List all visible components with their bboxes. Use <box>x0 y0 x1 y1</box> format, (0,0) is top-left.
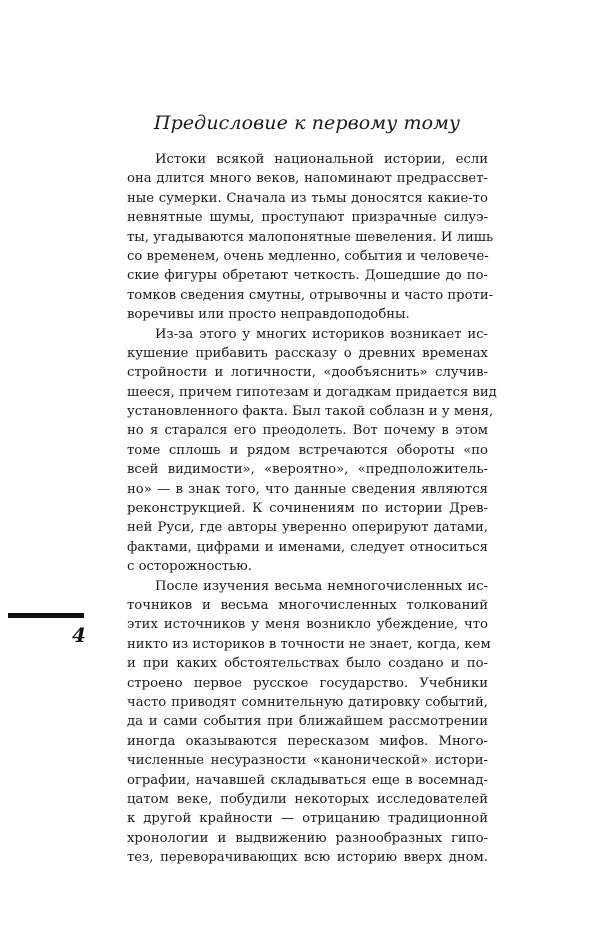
text-line: она длится много веков, напоминают предрассвет- <box>127 171 488 187</box>
text-line: никто из историков в точности не знает, когда, кем <box>127 636 491 652</box>
text-line: точников и весьма многочисленных толкований <box>127 597 488 613</box>
text-line: реконструкцией. К сочинениям по истории Древ- <box>127 501 488 517</box>
text-line: фактами, цифрами и именами, следует относиться <box>127 539 488 555</box>
chapter-title: Предисловие к первому тому <box>153 112 461 134</box>
text-line: этих источников у меня возникло убеждение, что <box>127 617 488 633</box>
text-line: часто приводят сомнительную датировку событий, <box>127 694 488 710</box>
paragraph-1 <box>127 150 494 325</box>
text-line: установленного факта. Был такой соблазн и у меня, <box>127 404 494 420</box>
text-line: хронологии и выдвижению разнообразных гипо- <box>127 830 488 846</box>
text-line: Из-за этого у многих историков возникает ис- <box>155 326 488 342</box>
text-line: и при каких обстоятельствах было создано и по- <box>127 656 488 672</box>
text-line: всей видимости», «вероятно», «предположитель- <box>127 462 488 478</box>
text-line: ты, угадываются малопонятные шевеления. И лишь <box>127 229 494 245</box>
text-line: к другой крайности — отрицанию традиционной <box>127 811 488 827</box>
text-line: цатом веке, побудили некоторых исследователей <box>127 791 488 807</box>
text-line: кушение прибавить рассказу о древних временах <box>127 345 488 361</box>
paragraph-3 <box>127 577 491 868</box>
page-number: 4 <box>72 623 86 647</box>
text-line: ские фигуры обретают четкость. Дошедшие до по- <box>127 268 488 284</box>
text-line: со временем, очень медленно, события и человече- <box>127 248 489 264</box>
text-line: с осторожностью. <box>127 559 252 575</box>
text-line: да и сами события при ближайшем рассмотрении <box>127 714 488 730</box>
text-line: строено первое русское государство. Учебники <box>127 675 488 691</box>
text-line: ные сумерки. Сначала из тьмы доносятся какие-то <box>127 190 488 206</box>
text-line: ографии, начавшей складываться еще в восемнад- <box>127 772 488 788</box>
text-line: невнятные шумы, проступают призрачные силуэ- <box>127 210 488 226</box>
text-line: численные несуразности «канонической» истори- <box>127 753 488 769</box>
text-line: тез, переворачивающих всю историю вверх дном. <box>127 850 488 866</box>
page-marker-rule <box>8 613 84 618</box>
text-line: воречивы или просто неправдоподобны. <box>127 307 410 323</box>
text-line: ней Руси, где авторы уверенно оперируют датами, <box>127 520 488 536</box>
text-line: После изучения весьма немногочисленных ис- <box>155 578 488 594</box>
text-line: но» — в знак того, что данные сведения являются <box>127 481 488 497</box>
text-line: шееся, причем гипотезам и догадкам придается вид <box>127 384 497 400</box>
text-line: стройности и логичности, «дообъяснить» случив- <box>127 365 488 381</box>
paragraph-2 <box>127 325 497 577</box>
body-text <box>127 150 497 867</box>
text-line: иногда оказываются пересказом мифов. Много- <box>127 733 488 749</box>
text-line: Истоки всякой национальной истории, если <box>155 152 488 167</box>
text-line: томков сведения смутны, отрывочны и часто проти- <box>127 287 494 303</box>
text-line: томе сплошь и рядом встречаются обороты «по <box>127 442 488 458</box>
text-line: но я старался его преодолеть. Вот почему в этом <box>127 423 488 439</box>
